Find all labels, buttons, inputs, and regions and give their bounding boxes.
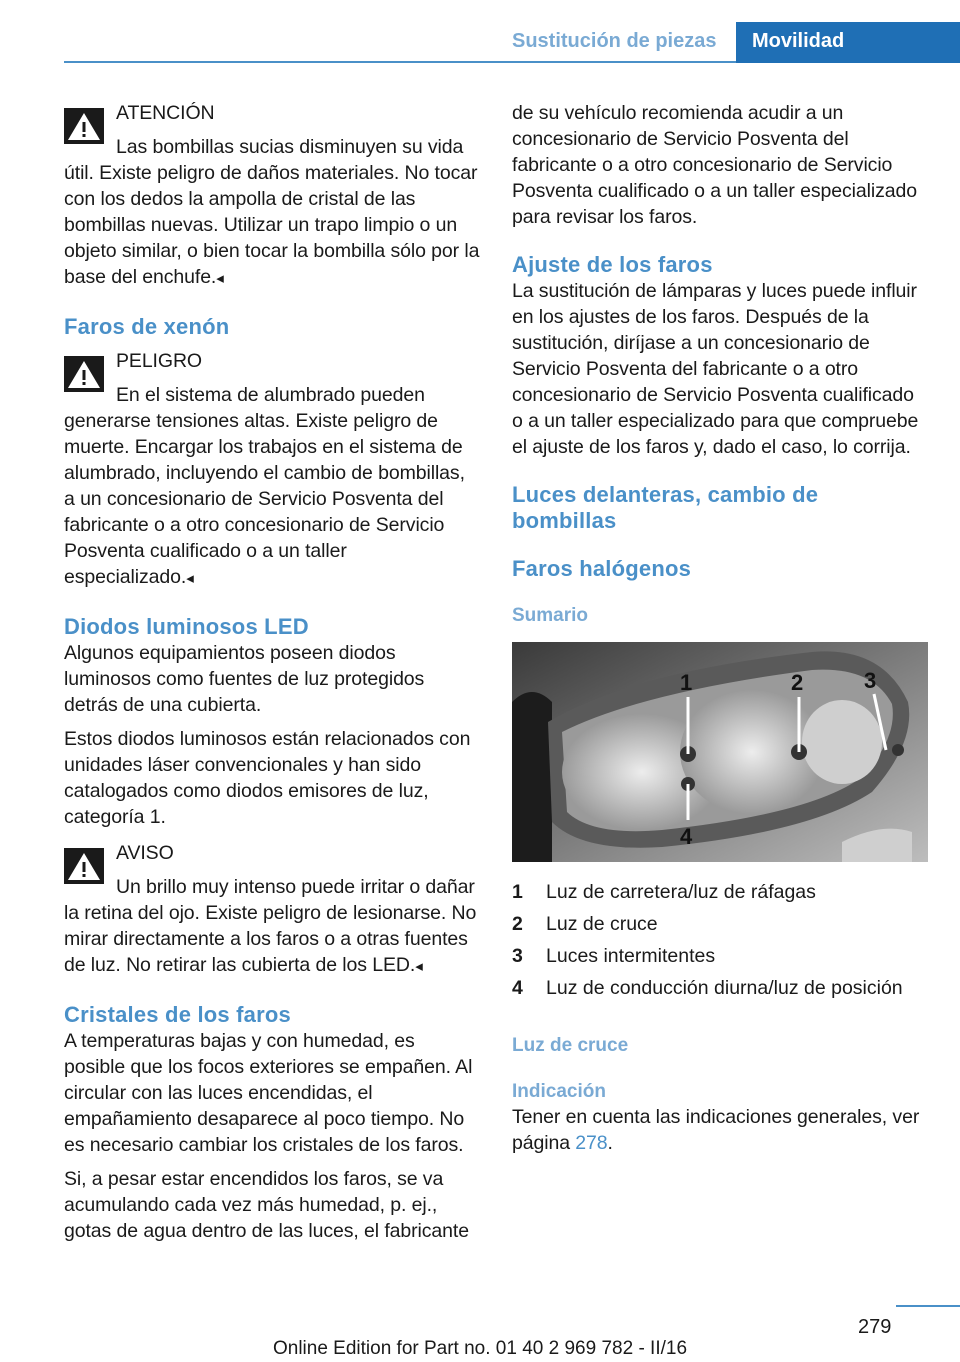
figure-label-1: 1: [680, 670, 693, 695]
warning-text: Un brillo muy intenso puede irritar o dañar la retina del ojo. Existe peligro de lesionarse. No mirar directamente a los faros o a otras fuentes de luz. No retirar las cubierta de los LED.◂: [64, 876, 477, 976]
warning-title: PELIGRO: [116, 350, 202, 372]
paragraph: Si, a pesar estar encendidos los faros, se va acumulando cada vez más humedad, p. ej., gotas de agua dentro de las luces, el fabricante: [64, 1168, 469, 1242]
footer-rule: [896, 1305, 960, 1307]
paragraph: de su vehículo recomienda acudir a un concesionario de Servicio Posventa del fabricante o a otro concesionario de Servicio Posventa cualificado o a un taller especializado para revisar los faros.: [512, 102, 917, 228]
heading-summary: Sumario: [512, 605, 589, 626]
list-item: 2 Luz de cruce: [512, 913, 658, 935]
header-section-title: Sustitución de piezas: [512, 30, 717, 52]
warning-text: En el sistema de alumbrado pueden generarse tensiones altas. Existe peligro de muerte. Encargar los trabajos en el sistema de alumbrado, incluyendo el cambio de bombillas, a un concesionario de Servicio Posventa del fabricante o a otro concesionario de Servicio Posventa cualificado o a un taller especializado.◂: [64, 384, 465, 588]
headlight-figure: [512, 642, 928, 862]
heading-led: Diodos luminosos LED: [64, 614, 309, 639]
figure-label-3: 3: [864, 668, 877, 693]
headlight-illustration: [512, 642, 928, 862]
warning-title: ATENCIÓN: [116, 102, 215, 124]
header-chapter-tab: Movilidad: [736, 22, 960, 63]
warning-triangle-icon: [64, 848, 104, 884]
warning-triangle-icon: [64, 108, 104, 144]
heading-front-lights: Luces delanteras, cambio de bombillas: [512, 482, 819, 533]
list-item: 1 Luz de carretera/luz de ráfagas: [512, 881, 816, 903]
heading-low-beam: Luz de cruce: [512, 1035, 629, 1056]
warning-triangle-icon: [64, 356, 104, 392]
warning-attention: [64, 100, 480, 292]
warning-notice: [64, 840, 480, 980]
paragraph: Algunos equipamientos poseen diodos luminosos como fuentes de luz protegidos detrás de una cubierta.: [64, 642, 425, 716]
list-item: 3 Luces intermitentes: [512, 945, 716, 967]
footer-edition: Online Edition for Part no. 01 40 2 969 782 - II/16: [272, 1338, 688, 1359]
paragraph: La sustitución de lámparas y luces puede influir en los ajustes de los faros. Después de la sustitución, diríjase a un concesionario de Servicio Posventa del fabricante o a otro concesionario de Servicio Posventa cualificado o a un taller especializado para que compruebe el ajuste de los faros y, dado el caso, lo corrija.: [512, 280, 919, 458]
heading-halogen: Faros halógenos: [512, 556, 692, 581]
warning-title: AVISO: [116, 842, 174, 864]
heading-xenon: Faros de xenón: [64, 314, 230, 339]
paragraph: Estos diodos luminosos están relacionados con unidades láser convencionales y han sido catalogados como diodos emisores de luz, categoría 1.: [64, 728, 471, 828]
paragraph: A temperaturas bajas y con humedad, es posible que los focos exteriores se empañen. Al circular con las luces encendidas, el empañamiento desaparece al poco tiempo. No es necesario cambiar los cristales de los faros.: [64, 1030, 473, 1156]
list-item: 4 Luz de conducción diurna/luz de posición: [512, 977, 903, 999]
left-column: [64, 100, 480, 1244]
warning-danger: [64, 348, 480, 592]
heading-adjust: Ajuste de los faros: [512, 252, 713, 277]
paragraph: Tener en cuenta las indicaciones generales, ver página 278.: [512, 1106, 920, 1154]
heading-note: Indicación: [512, 1081, 606, 1102]
figure-label-4: 4: [680, 824, 693, 849]
warning-text: Las bombillas sucias disminuyen su vida útil. Existe peligro de daños materiales. No tocar con los dedos la ampolla de cristal de las bombillas nuevas. Utilizar un trapo limpio o un objeto similar, o bien tocar la bombilla sólo por la base del enchufe.◂: [64, 136, 480, 288]
parts-list: [512, 876, 928, 1004]
heading-headlight-glass: Cristales de los faros: [64, 1002, 291, 1027]
right-column: [512, 100, 928, 1156]
page-number: 279: [858, 1316, 892, 1338]
page-link[interactable]: 278: [575, 1132, 608, 1154]
figure-label-2: 2: [791, 670, 804, 695]
